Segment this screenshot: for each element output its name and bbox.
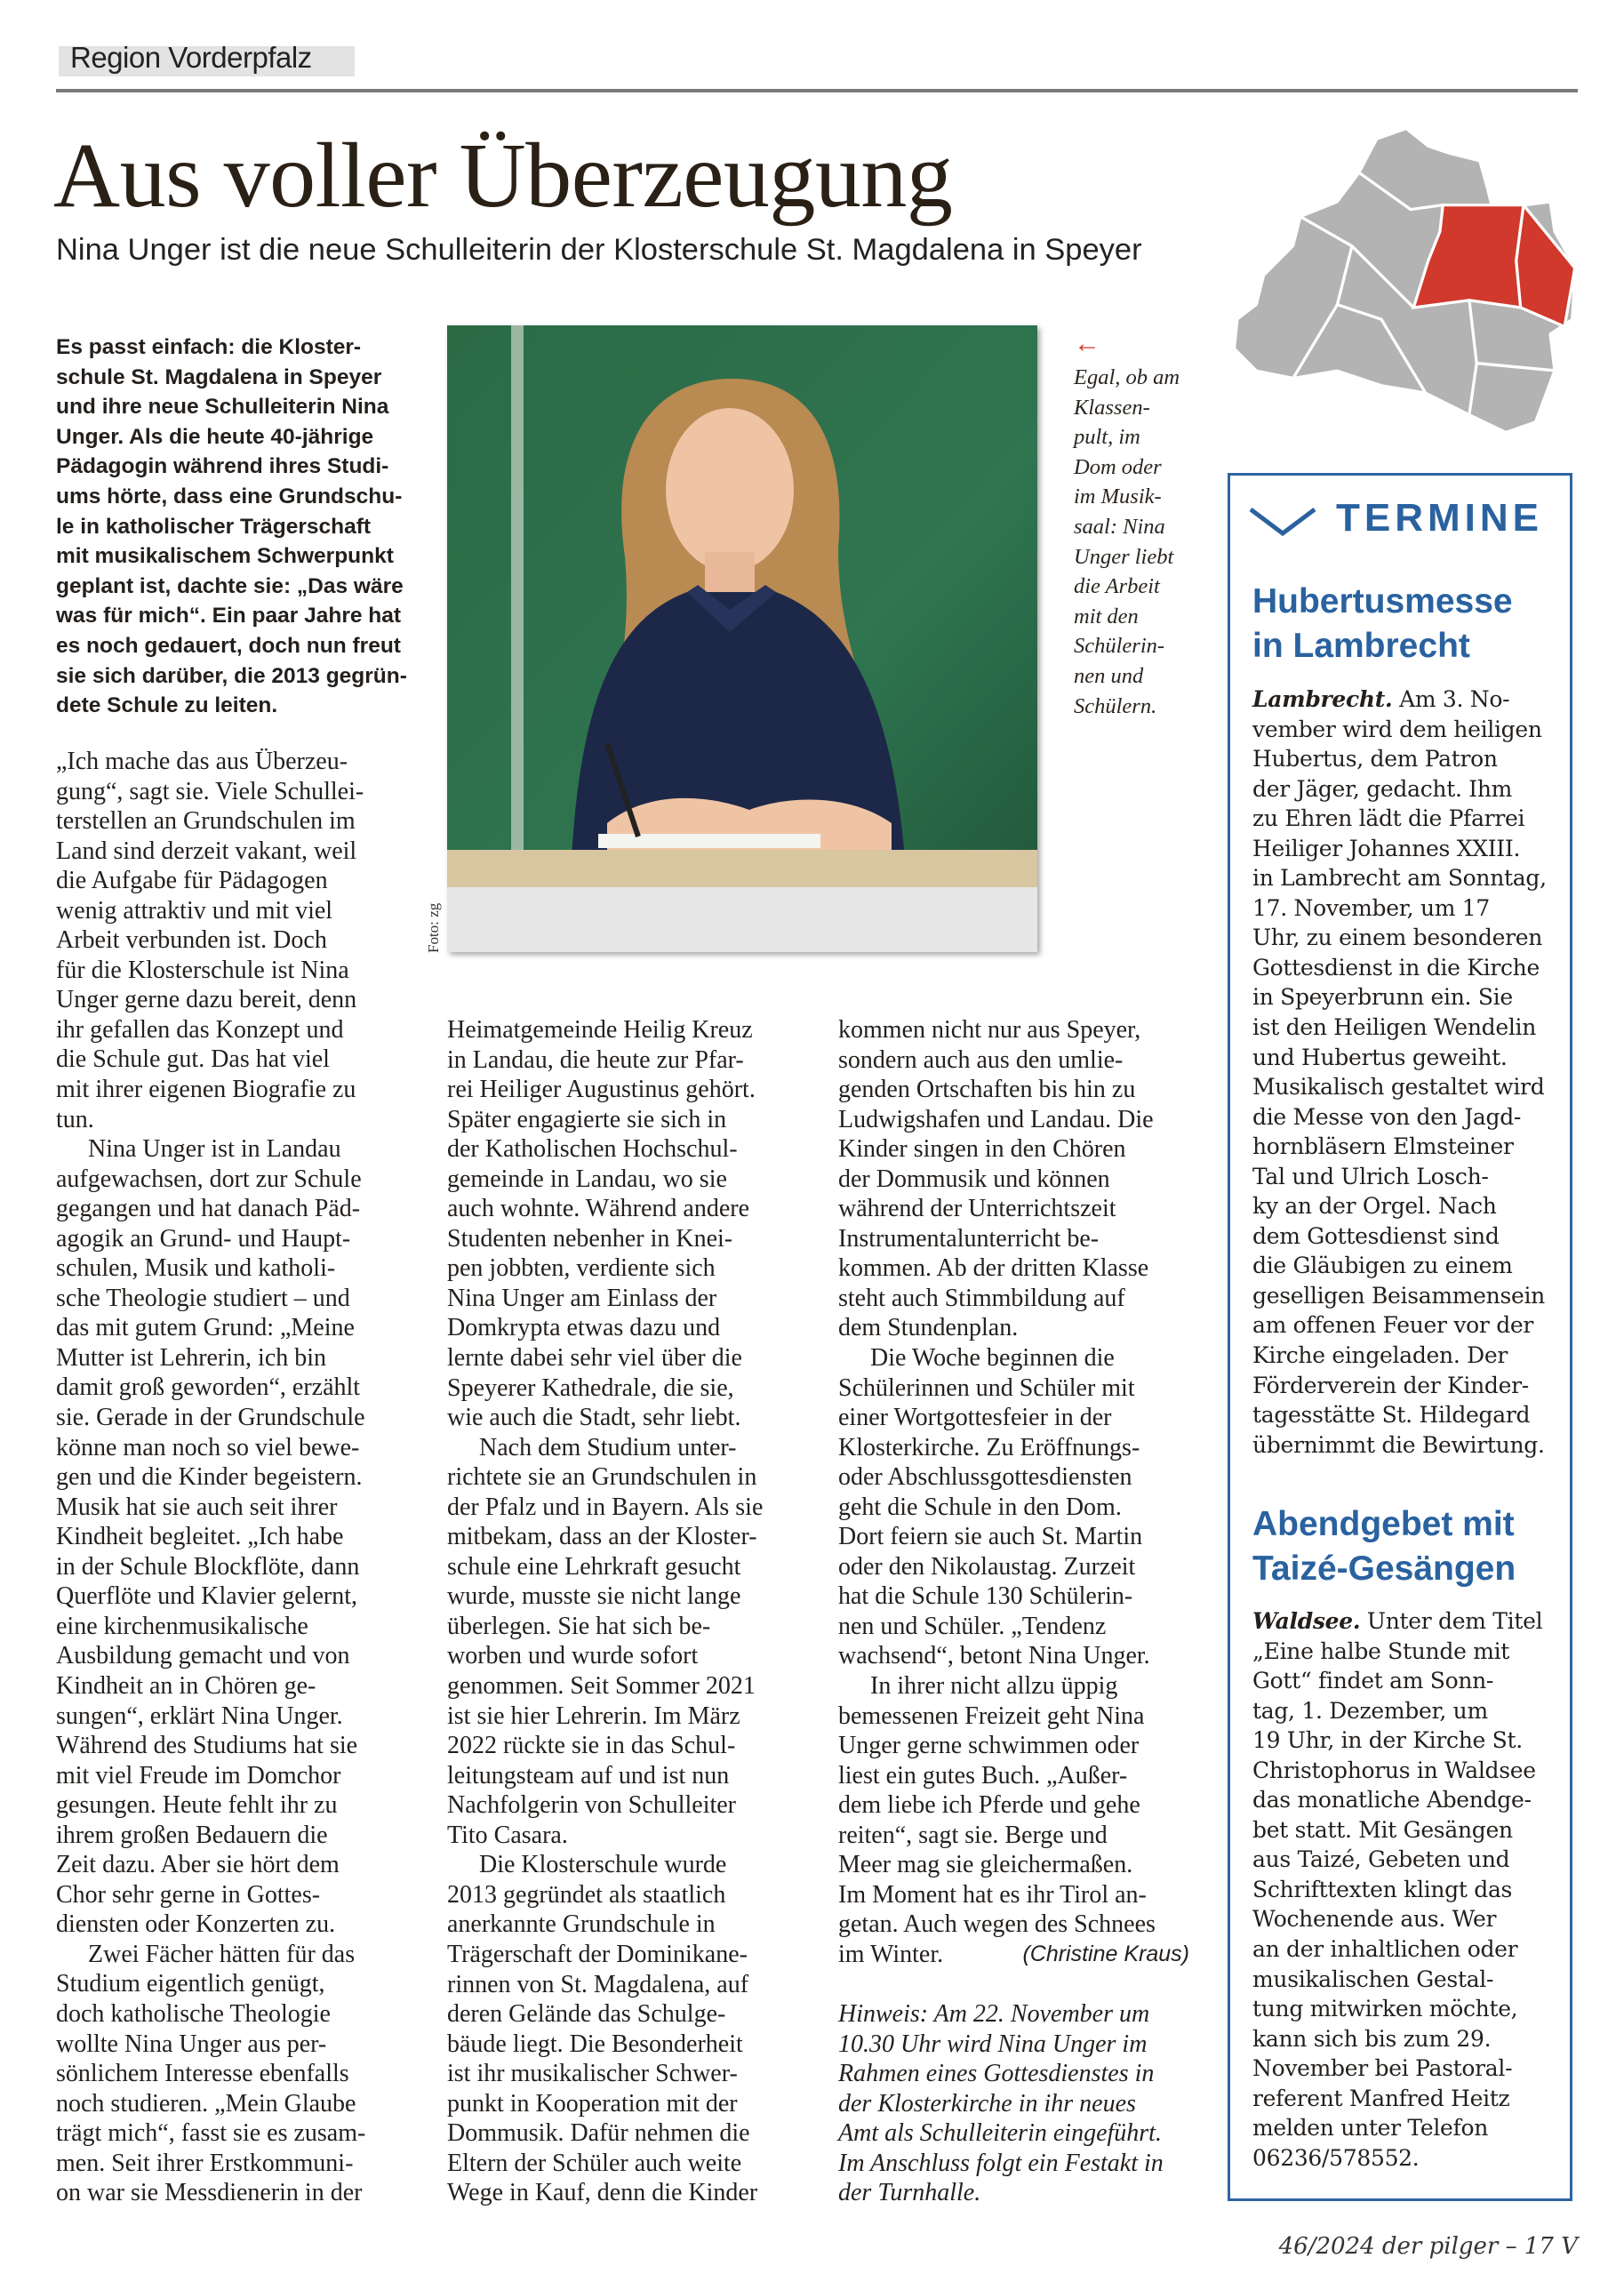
- article-title: Aus voller Überzeugung: [53, 124, 953, 227]
- article-column-2: [447, 1015, 798, 2208]
- desk: [447, 850, 1037, 887]
- section-label-text: Region Vorderpfalz: [70, 41, 312, 74]
- article-column-1: [56, 747, 407, 2208]
- event-body: Am 3. No- vember wird dem heiligen Hubertus, dem Patron der Jäger, gedacht. Ihm zu Ehren lädt die Pfarrei Heiliger Johannes XXIII. in Lambrecht am Sonntag, 17. November, um 17 Uhr, zu einem besonderen Gottesdienst in die Kirche in Speyerbrunn ein. Sie ist den Heiligen Wendelin und Hubertus geweiht. Musikalisch gestaltet wird die Messe von den Jagd- hornbläsern Elmsteiner Tal und Ulrich Losch- ky an der Orgel. Nach dem Gottesdienst sind die Gläubigen zu einem geselligen Beisammensein am offenen Feuer vor der Kirche eingeladen. Der Förderverein der Kinder- tagesstätte St. Hildegard übernimmt die Bewirtung.: [1252, 686, 1547, 1458]
- article-lead: Es passt einfach: die Kloster- schule St. Magdalena in Speyer und ihre neue Schulleiterin Nina Unger. Als die heute 40-jährige Pädagogin während ihres Studi- ums hörte, dass eine Grundschu- le in katholischer Trägerschaft mit musikalischem Schwerpunkt geplant ist, dachte sie: „Das wäre was für mich“. Ein paar Jahre hat es noch gedauert, doch nun freut sie sich darüber, die 2013 gegrün- dete Schule zu leiten.: [56, 335, 407, 718]
- photo-credit: Foto: zg: [425, 902, 442, 953]
- arrow-left-icon: ←: [1074, 329, 1100, 358]
- region-map: [1235, 129, 1578, 432]
- article-photo: [447, 325, 1037, 952]
- paragraph: Die Woche beginnen die Schülerinnen und Schüler mit einer Wortgottesfeier in der Klosterkirche. Zu Eröffnungs- oder Abschlussgottesdiensten geht die Schule in den Dom. Dort feiern sie auch St. Martin oder den Nikolaustag. Zurzeit hat die Schule 130 Schülerin- nen und Schüler. „Tendenz wachsend“, betont Nina Unger.: [838, 1344, 1150, 1670]
- face: [666, 408, 794, 572]
- photo-caption: [1074, 331, 1207, 721]
- event-text: [1252, 1606, 1564, 2173]
- event-place: Lambrecht.: [1252, 686, 1393, 712]
- termine-label: TERMINE: [1336, 496, 1543, 540]
- paragraph: Die Klosterschule wurde 2013 gegründet als staatlich anerkannte Grundschule in Trägerschaft der Dominikane- rinnen von St. Magdalena, auf deren Gelände das Schulge- bäude liegt. Die Besonderheit ist ihr musikalischer Schwer- punkt in Kooperation mit der Dommusik. Dafür nehmen die Eltern der Schüler auch weite Wege in Kauf, denn die Kinder: [447, 1851, 758, 2207]
- paragraph: „Ich mache das aus Überzeu- gung“, sagt sie. Viele Schullei- terstellen an Grundschulen im Land sind derzeit vakant, weil die Aufgabe für Pädagogen wenig attraktiv und mit viel Arbeit verbunden ist. Doch für die Klosterschule ist Nina Unger gerne dazu bereit, denn ihr gefallen das Konzept und die Schule gut. Das hat viel mit ihrer eigenen Biografie zu tun.: [56, 748, 364, 1133]
- paragraph: Zwei Fächer hätten für das Studium eigentlich genügt, doch katholische Theologie wollte Nina Unger aus per- sönlichem Interesse ebenfalls noch studieren. „Mein Glaube trägt mich“, fasst sie es zusam- men. Seit ihrer Erstkommuni- on war sie Messdienerin in der: [56, 1940, 366, 2207]
- board-frame: [511, 325, 524, 859]
- event-heading: Abendgebet mit Taizé-Gesängen: [1252, 1505, 1516, 1588]
- paragraph: Heimatgemeinde Heilig Kreuz in Landau, die heute zur Pfar- rei Heiliger Augustinus gehört. Später engagierte sie sich in der Katholischen Hochschul- gemeinde in Landau, wo sie auch wohnte. Während andere Studenten nebenher in Knei- pen jobbten, verdiente sich Nina Unger am Einlass der Domkrypta etwas dazu und lernte dabei sehr viel über die Speyerer Kathedrale, die sie, wie auch die Stadt, sehr liebt.: [447, 1016, 756, 1432]
- article-subtitle: Nina Unger ist die neue Schulleiterin der Klosterschule St. Magdalena in Speyer: [56, 233, 1142, 267]
- author-byline: (Christine Kraus): [1022, 1941, 1189, 1966]
- page-footer: 46/2024 der pilger – 17 V: [1278, 2233, 1578, 2260]
- paragraph: kommen nicht nur aus Speyer, sondern auch aus den umlie- genden Ortschaften bis hin zu Ludwigshafen und Landau. Die Kinder singen in den Chören der Dommusik und können während der Unterrichtszeit Instrumentalunterricht be- kommen. Ab der dritten Klasse steht auch Stimmbildung auf dem Stundenplan.: [838, 1016, 1154, 1342]
- event-text: [1252, 685, 1564, 1460]
- paragraph: In ihrer nicht allzu üppig bemessenen Freizeit geht Nina Unger gerne schwimmen oder liest ein gutes Buch. „Außer- dem liebe ich Pferde und gehe reiten“, sagt sie. Berge und Meer mag sie gleichermaßen. Im Moment hat es ihr Tirol an- getan. Auch wegen des Schnees im Winter.: [838, 1672, 1156, 1968]
- header-rule: [56, 89, 1578, 92]
- article-column-3: [838, 1015, 1189, 2208]
- event-place: Waldsee.: [1252, 1608, 1361, 1634]
- paper: [598, 834, 820, 848]
- section-label: [59, 41, 355, 76]
- paragraph: Nach dem Studium unter- richtete sie an Grundschulen in der Pfalz und in Bayern. Als sie mitbekam, dass an der Kloster- schule eine Lehrkraft gesucht wurde, musste sie nicht lange überlegen. Sie hat sich be- worben und wurde sofort genommen. Seit Sommer 2021 ist sie hier Lehrerin. Im März 2022 rückte sie in das Schul- leitungsteam auf und ist nun Nachfolgerin von Schulleiter Tito Casara.: [447, 1433, 764, 1849]
- event-heading: Hubertusmesse in Lambrecht: [1252, 582, 1513, 665]
- caption-text: Egal, ob am Klassen- pult, im Dom oder im Musik- saal: Nina Unger liebt die Arbeit mit den Schülerin- nen und Schülern.: [1074, 365, 1180, 718]
- chevron-down-icon: [1248, 507, 1317, 537]
- paragraph: Nina Unger ist in Landau aufgewachsen, dort zur Schule gegangen und hat danach Päd- agogik an Grund- und Haupt- schulen, Musik und katholi- sche Theologie studiert – und das mit gutem Grund: „Meine Mutter ist Lehrerin, ich bin damit groß geworden“, erzählt sie. Gerade in der Grundschule könne man noch so viel bewe- gen und die Kinder begeistern. Musik hat sie auch seit ihrer Kindheit begleitet. „Ich habe in der Schule Blockflöte, dann Querflöte und Klavier gelernt, eine kirchenmusikalische Ausbildung gemacht und von Kindheit an in Chören ge- sungen“, erklärt Nina Unger. Während des Studiums hat sie mit viel Freude im Domchor gesungen. Heute fehlt ihr zu ihrem großen Bedauern die Zeit dazu. Aber sie hört dem Chor sehr gerne in Gottes- diensten oder Konzerten zu.: [56, 1135, 365, 1939]
- event-note: Hinweis: Am 22. November um 10.30 Uhr wird Nina Unger im Rahmen eines Gottesdienstes in der Klosterkirche in ihr neues Amt als Schulleiterin eingeführt. Im Anschluss folgt ein Festakt in der Turnhalle.: [838, 2000, 1164, 2207]
- event-body: Unter dem Titel „Eine halbe Stunde mit Gott“ findet am Sonn- tag, 1. Dezember, um 19 Uhr, in der Kirche St. Christophorus in Waldsee das monatliche Abendge- bet statt. Mit Gesängen aus Taizé, Gebeten und Schrifttexten klingt das Wochenende aus. Wer an der inhaltlichen oder musikalischen Gestal- tung mitwirken möchte, kann sich bis zum 29. November bei Pastoral- referent Manfred Heitz melden unter Telefon 06236/578552.: [1252, 1608, 1543, 2171]
